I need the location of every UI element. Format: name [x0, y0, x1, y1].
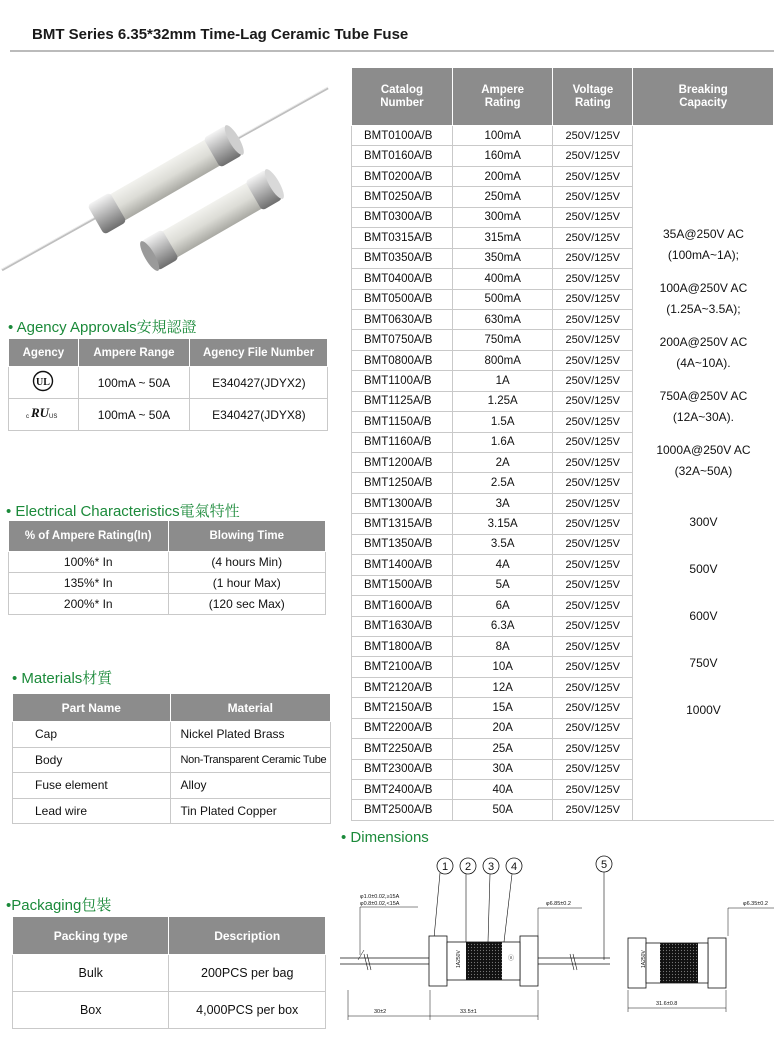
packing-type-header: Packing type: [13, 917, 169, 955]
voltage-rating-cell: 250V/125V: [553, 677, 633, 697]
ampere-rating-cell: 630mA: [452, 309, 553, 329]
breaking-capacity-line: (1.25A~3.5A);: [666, 302, 741, 317]
table-row: [9, 573, 326, 594]
rating-cell: 100%* In: [9, 552, 169, 573]
material-cell: Tin Plated Copper: [170, 798, 331, 824]
material-header: Material: [170, 694, 331, 722]
packaging-heading: •Packaging包裝: [6, 897, 112, 914]
ampere-rating-cell: 50A: [452, 800, 553, 820]
voltage-rating-cell: 250V/125V: [553, 432, 633, 452]
ampere-rating-cell: 3.15A: [452, 514, 553, 534]
voltage-rating-cell: 250V/125V: [553, 248, 633, 268]
ampere-rating-cell: 1.25A: [452, 391, 553, 411]
voltage-rating-cell: 250V/125V: [553, 657, 633, 677]
ampere-rating-cell: 315mA: [452, 228, 553, 248]
breaking-capacity-line: 100A@250V AC: [659, 281, 748, 296]
breaking-capacity-header: Breaking Capacity: [633, 68, 774, 126]
svg-text:UL: UL: [36, 377, 51, 388]
ampere-rating-cell: 1.5A: [452, 412, 553, 432]
table-row: [13, 992, 326, 1029]
agency-approvals-table: [8, 338, 328, 431]
breaking-capacity-line: 200A@250V AC: [659, 335, 748, 350]
voltage-rating-cell: 250V/125V: [553, 800, 633, 820]
catalog-number-cell: BMT1350A/B: [352, 534, 453, 554]
breaking-capacity-cell: [633, 126, 774, 821]
materials-heading: • Materials材質: [12, 670, 113, 687]
cap-diameter-label: φ6.85±0.2: [546, 901, 571, 907]
catalog-number-cell: BMT2100A/B: [352, 657, 453, 677]
catalog-number-header: Catalog Number: [352, 68, 453, 126]
catalog-table: [351, 67, 774, 821]
breaking-capacity-line: 500V: [689, 562, 718, 577]
body-length-label: 33.5±1: [460, 1009, 477, 1015]
ul-listed-icon: [32, 370, 54, 392]
catalog-number-cell: BMT2300A/B: [352, 759, 453, 779]
voltage-rating-cell: 250V/125V: [553, 616, 633, 636]
table-row: [13, 955, 326, 992]
voltage-rating-cell: 250V/125V: [553, 739, 633, 759]
body-diameter-label: φ6.35±0.2: [743, 901, 768, 907]
catalog-number-cell: BMT0100A/B: [352, 126, 453, 146]
svg-text:US: US: [49, 414, 58, 420]
body-marking: 1A250V: [641, 950, 647, 968]
voltage-rating-cell: 250V/125V: [553, 391, 633, 411]
table-row: [13, 722, 331, 748]
catalog-number-cell: BMT2150A/B: [352, 698, 453, 718]
callout-label: 4: [510, 861, 518, 873]
rating-cell: 200%* In: [9, 594, 169, 615]
ampere-rating-cell: 1A: [452, 371, 553, 391]
callout-label: 3: [487, 861, 495, 873]
voltage-rating-cell: 250V/125V: [553, 780, 633, 800]
ampere-rating-cell: 300mA: [452, 207, 553, 227]
recognized-component-icon: [25, 404, 61, 422]
callout-label: 2: [464, 861, 472, 873]
catalog-number-cell: BMT0750A/B: [352, 330, 453, 350]
page-title: BMT Series 6.35*32mm Time-Lag Ceramic Tube Fuse: [32, 26, 409, 43]
callout-label: 1: [441, 861, 449, 873]
ampere-rating-cell: 200mA: [452, 166, 553, 186]
ampere-rating-cell: 250mA: [452, 187, 553, 207]
voltage-rating-cell: 250V/125V: [553, 289, 633, 309]
catalog-number-cell: BMT1800A/B: [352, 636, 453, 656]
catalog-number-cell: BMT0160A/B: [352, 146, 453, 166]
agency-approvals-heading: • Agency Approvals安規認證: [8, 319, 197, 336]
agency-file-number-header: Agency File Number: [190, 339, 328, 367]
ampere-rating-cell: 6A: [452, 596, 553, 616]
catalog-number-cell: BMT0800A/B: [352, 350, 453, 370]
description-cell: 4,000PCS per box: [169, 992, 326, 1029]
voltage-rating-cell: 250V/125V: [553, 453, 633, 473]
catalog-number-cell: BMT2200A/B: [352, 718, 453, 738]
catalog-number-cell: BMT1500A/B: [352, 575, 453, 595]
breaking-capacity-line: 1000A@250V AC: [656, 443, 751, 458]
ampere-rating-cell: 6.3A: [452, 616, 553, 636]
table-row: [13, 773, 331, 799]
dimensions-heading: • Dimensions: [341, 829, 429, 846]
ampere-rating-cell: 100mA: [452, 126, 553, 146]
lead-diameter-label: φ0.8±0.02,<15A: [360, 901, 400, 907]
description-cell: 200PCS per bag: [169, 955, 326, 992]
description-header: Description: [169, 917, 326, 955]
voltage-rating-cell: 250V/125V: [553, 473, 633, 493]
breaking-capacity-line: (4A~10A).: [676, 356, 731, 371]
table-row: [9, 594, 326, 615]
catalog-number-cell: BMT0200A/B: [352, 166, 453, 186]
voltage-rating-cell: 250V/125V: [553, 309, 633, 329]
material-cell: Nickel Plated Brass: [170, 722, 331, 748]
ampere-range-header: Ampere Range: [78, 339, 189, 367]
blowing-time-cell: (4 hours Min): [168, 552, 325, 573]
voltage-rating-cell: 250V/125V: [553, 514, 633, 534]
cru-us-logo: [9, 399, 79, 431]
ampere-rating-cell: 12A: [452, 677, 553, 697]
breaking-capacity-line: 600V: [689, 609, 718, 624]
material-cell: Alloy: [170, 773, 331, 799]
agency-file-number: E340427(JDYX2): [190, 367, 328, 399]
ampere-rating-cell: 800mA: [452, 350, 553, 370]
catalog-number-cell: BMT0300A/B: [352, 207, 453, 227]
breaking-capacity-line: 35A@250V AC: [662, 227, 744, 242]
part-name-cell: Body: [13, 747, 171, 773]
material-cell: Non-Transparent Ceramic Tube: [170, 747, 331, 773]
catalog-number-cell: BMT1150A/B: [352, 412, 453, 432]
ampere-rating-cell: 8A: [452, 636, 553, 656]
voltage-rating-cell: 250V/125V: [553, 636, 633, 656]
breaking-capacity-line: (32A~50A): [674, 464, 733, 479]
svg-text:c: c: [26, 414, 30, 420]
ampere-rating-cell: 1.6A: [452, 432, 553, 452]
catalog-number-cell: BMT1400A/B: [352, 555, 453, 575]
dimension-drawing: [338, 850, 778, 1035]
table-row: [13, 747, 331, 773]
ampere-rating-cell: 40A: [452, 780, 553, 800]
ampere-rating-cell: 400mA: [452, 269, 553, 289]
table-row: [13, 798, 331, 824]
title-divider: [10, 50, 774, 52]
catalog-number-cell: BMT1630A/B: [352, 616, 453, 636]
voltage-rating-cell: 250V/125V: [553, 555, 633, 575]
lead-diameter-label: φ1.0±0.02,≥15A: [360, 894, 400, 900]
catalog-number-cell: BMT2500A/B: [352, 800, 453, 820]
voltage-rating-cell: 250V/125V: [553, 166, 633, 186]
part-name-header: Part Name: [13, 694, 171, 722]
voltage-rating-cell: 250V/125V: [553, 718, 633, 738]
catalog-number-cell: BMT2250A/B: [352, 739, 453, 759]
catalog-number-cell: BMT1600A/B: [352, 596, 453, 616]
voltage-rating-cell: 250V/125V: [553, 228, 633, 248]
ampere-range: 100mA ~ 50A: [78, 399, 189, 431]
catalog-number-cell: BMT1125A/B: [352, 391, 453, 411]
breaking-capacity-line: 750A@250V AC: [659, 389, 748, 404]
table-row: [9, 367, 328, 399]
part-name-cell: Cap: [13, 722, 171, 748]
breaking-capacity-line: (100mA~1A);: [667, 248, 739, 263]
ampere-rating-cell: 15A: [452, 698, 553, 718]
ampere-range: 100mA ~ 50A: [78, 367, 189, 399]
body-marking: 1A250V: [456, 950, 462, 968]
table-row: [9, 552, 326, 573]
table-row: [9, 399, 328, 431]
packing-type-cell: Bulk: [13, 955, 169, 992]
ampere-rating-header: Ampere Rating: [452, 68, 553, 126]
catalog-number-cell: BMT1315A/B: [352, 514, 453, 534]
voltage-rating-cell: 250V/125V: [553, 493, 633, 513]
catalog-number-cell: BMT0630A/B: [352, 309, 453, 329]
catalog-number-cell: BMT0400A/B: [352, 269, 453, 289]
agency-file-number: E340427(JDYX8): [190, 399, 328, 431]
voltage-rating-cell: 250V/125V: [553, 596, 633, 616]
body-length-label: 31.6±0.8: [656, 1001, 678, 1007]
catalog-number-cell: BMT0250A/B: [352, 187, 453, 207]
breaking-capacity-line: 750V: [689, 656, 718, 671]
ampere-rating-cell: 750mA: [452, 330, 553, 350]
voltage-rating-header: Voltage Rating: [553, 68, 633, 126]
blowing-time-header: Blowing Time: [168, 521, 325, 552]
ampere-rating-cell: 350mA: [452, 248, 553, 268]
catalog-number-cell: BMT1100A/B: [352, 371, 453, 391]
catalog-number-cell: BMT1200A/B: [352, 453, 453, 473]
ul-mark-icon: ⓤ: [508, 956, 515, 962]
blowing-time-cell: (120 sec Max): [168, 594, 325, 615]
ul-logo: [9, 367, 79, 399]
ampere-rating-cell: 3.5A: [452, 534, 553, 554]
electrical-characteristics-table: [8, 520, 326, 615]
packaging-table: [12, 916, 326, 1029]
voltage-rating-cell: 250V/125V: [553, 126, 633, 146]
voltage-rating-cell: 250V/125V: [553, 575, 633, 595]
agency-header: Agency: [9, 339, 79, 367]
catalog-number-cell: BMT0315A/B: [352, 228, 453, 248]
ampere-rating-percent-header: % of Ampere Rating(In): [9, 521, 169, 552]
electrical-characteristics-heading: • Electrical Characteristics電氣特性: [6, 503, 240, 520]
svg-text:RU: RU: [31, 405, 50, 420]
voltage-rating-cell: 250V/125V: [553, 534, 633, 554]
ampere-rating-cell: 3A: [452, 493, 553, 513]
ampere-rating-cell: 2A: [452, 453, 553, 473]
callout-label: 5: [600, 859, 608, 871]
ampere-rating-cell: 500mA: [452, 289, 553, 309]
voltage-rating-cell: 250V/125V: [553, 759, 633, 779]
ampere-rating-cell: 2.5A: [452, 473, 553, 493]
catalog-number-cell: BMT2400A/B: [352, 780, 453, 800]
part-name-cell: Fuse element: [13, 773, 171, 799]
ampere-rating-cell: 25A: [452, 739, 553, 759]
catalog-number-cell: BMT1160A/B: [352, 432, 453, 452]
breaking-capacity-line: (12A~30A).: [672, 410, 734, 425]
voltage-rating-cell: 250V/125V: [553, 698, 633, 718]
lead-length-label: 30±2: [374, 1009, 387, 1015]
ampere-rating-cell: 10A: [452, 657, 553, 677]
catalog-number-cell: BMT2120A/B: [352, 677, 453, 697]
materials-table: [12, 693, 331, 824]
voltage-rating-cell: 250V/125V: [553, 269, 633, 289]
voltage-rating-cell: 250V/125V: [553, 207, 633, 227]
table-row: [352, 126, 774, 146]
packing-type-cell: Box: [13, 992, 169, 1029]
blowing-time-cell: (1 hour Max): [168, 573, 325, 594]
rating-cell: 135%* In: [9, 573, 169, 594]
catalog-number-cell: BMT0500A/B: [352, 289, 453, 309]
breaking-capacity-line: 1000V: [686, 703, 721, 718]
ampere-rating-cell: 5A: [452, 575, 553, 595]
catalog-number-cell: BMT1300A/B: [352, 493, 453, 513]
part-name-cell: Lead wire: [13, 798, 171, 824]
voltage-rating-cell: 250V/125V: [553, 412, 633, 432]
catalog-number-cell: BMT1250A/B: [352, 473, 453, 493]
ampere-rating-cell: 4A: [452, 555, 553, 575]
ampere-rating-cell: 160mA: [452, 146, 553, 166]
voltage-rating-cell: 250V/125V: [553, 146, 633, 166]
catalog-number-cell: BMT0350A/B: [352, 248, 453, 268]
voltage-rating-cell: 250V/125V: [553, 187, 633, 207]
fuse-product-photo: [0, 80, 340, 280]
voltage-rating-cell: 250V/125V: [553, 330, 633, 350]
voltage-rating-cell: 250V/125V: [553, 371, 633, 391]
ampere-rating-cell: 20A: [452, 718, 553, 738]
voltage-rating-cell: 250V/125V: [553, 350, 633, 370]
breaking-capacity-line: 300V: [689, 515, 718, 530]
ampere-rating-cell: 30A: [452, 759, 553, 779]
